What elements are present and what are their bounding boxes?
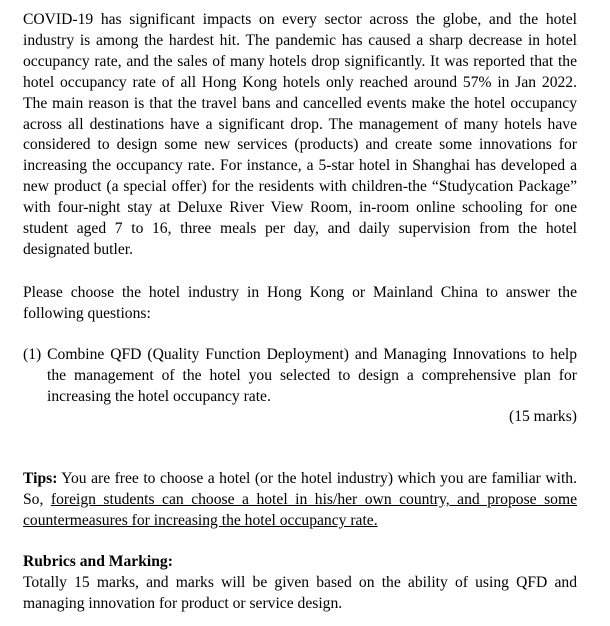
tips-underlined-text: foreign students can choose a hotel in his/her own country, and propose some countermeasures for increasing the hotel occupancy rate. <box>23 490 577 529</box>
intro-paragraph: COVID-19 has significant impacts on every sector across the globe, and the hotel industry is among the hardest hit. The pandemic has caused a sharp decrease in hotel occupancy rate, and the sales of many hotels drop significantly. It was reported that the hotel occupancy rate of all Hong Kong hotels only reached around 57% in Jan 2022. The main reason is that the travel bans and cancelled events make the hotel occupancy across all destinations have a significant drop. The management of many hotels have considered to design some new services (products) and create some innovations for increasing the occupancy rate. For instance, a 5-star hotel in Shanghai has developed a new product (a special offer) for the residents with children-the “Studycation Package” with four-night stay at Deluxe River View Room, in-room online schooling for one student aged 7 to 16, three meals per day, and daily supervision from the hotel designated butler. <box>23 11 577 258</box>
tips-text: You are free to choose a hotel (or the hotel industry) which you are familiar with. So, <box>23 470 577 508</box>
rubrics-paragraph: Totally 15 marks, and marks will be given based on the ability of using QFD and managing innovation for product or service design. <box>23 574 577 612</box>
question-marks: (15 marks) <box>509 408 577 425</box>
question-1: (1) Combine QFD (Quality Function Deployment) and Managing Innovations to help the management of the hotel you selected to design a comprehensive plan for increasing the hotel occupancy rate. <box>23 346 577 405</box>
instruction-paragraph: Please choose the hotel industry in Hong Kong or Mainland China to answer the following questions: <box>23 284 577 322</box>
tips-paragraph <box>23 469 577 532</box>
tips-label: Tips: <box>23 470 58 487</box>
rubrics-heading: Rubrics and Marking: <box>23 553 173 570</box>
